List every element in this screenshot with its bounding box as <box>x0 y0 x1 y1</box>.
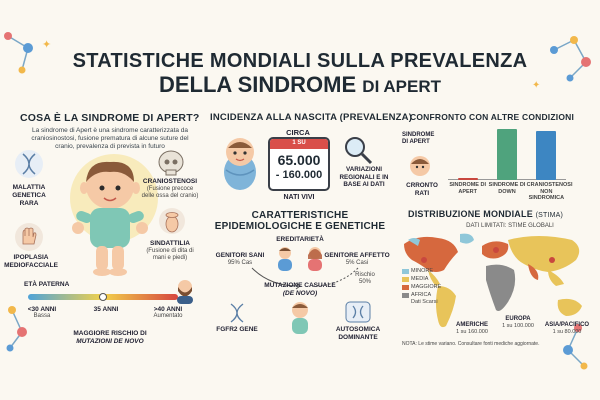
genitori-sani-label: GENITORI SANI <box>215 252 265 259</box>
fgfr2-label: FGFR2 GENE <box>216 326 258 333</box>
incidence-value-1: 65.000 <box>277 152 321 168</box>
section-title-what-is: COSA È LA SINDROME DI APERT? <box>20 112 200 124</box>
father-avatar-icon <box>174 278 196 304</box>
legend-swatch-media <box>402 277 409 282</box>
bar-label-3: CRANIOSTENOSI NON SINDROMICA <box>526 182 573 202</box>
epi-title-1: CARATTERISTICHE <box>251 210 349 221</box>
map-title-small: (STIMA) <box>535 212 564 219</box>
genitore-affetto-pct: 5% Casi <box>345 260 369 266</box>
svg-text:✦: ✦ <box>42 39 52 51</box>
paternal-age-title: ETÀ PATERNA <box>24 281 70 288</box>
bar-label-1: SINDROME DI APERT <box>449 182 486 195</box>
section-description: La sindrome di Apert è una sindrome caratterizzata da craniosinostosi, fusione prematura di alcune suture del cranio, prevalenza di prevista in futuro <box>31 127 189 151</box>
region-americhe: AMERICHE <box>455 322 488 328</box>
bar-3 <box>536 131 556 180</box>
label-malattia-genetica: MALATTIA GENETICA RARA <box>12 184 46 207</box>
map-title <box>408 209 563 219</box>
comparison-chart-labels <box>448 182 573 204</box>
age-tick-1-label: <30 ANNI <box>27 306 57 313</box>
region-asia-val: 1 su 80.000 <box>552 329 582 335</box>
age-tick-1-sub: Bassa <box>33 313 51 319</box>
gene-icon <box>226 302 248 324</box>
hand-icon <box>14 222 44 252</box>
dati-limitati: DATI LIMITATI: STIME GLOBALI <box>466 223 554 229</box>
legend-media: MEDIA <box>411 276 429 282</box>
dna-icon <box>14 148 44 180</box>
bar-2 <box>497 129 517 180</box>
bar-1 <box>458 178 478 180</box>
variazioni-label: VARIAZIONI REGIONALI E IN BASE AI DATI <box>339 166 389 189</box>
page-title-small: DI APERT <box>362 77 442 96</box>
calendar-tab-text: 1 SU <box>292 140 306 146</box>
label-sindattilia-desc: (Fusione di dita di mani e piedi) <box>146 248 194 262</box>
legend-swatch-minore <box>402 269 409 274</box>
region-europa: EUROPA <box>505 316 531 322</box>
paternal-age-footer-2: MUTAZIONI DE NOVO <box>76 338 144 345</box>
chart-axis-label: CRRONTO RATI <box>406 182 438 197</box>
region-americhe-val: 1 su 160.000 <box>456 329 488 335</box>
child-small-icon <box>286 300 314 336</box>
map-legend <box>402 268 446 318</box>
age-tick-3-label: >40 ANNI <box>153 306 183 313</box>
label-craniostenosi: CRANIOSTENOSI <box>142 178 198 185</box>
child-illustration <box>58 150 168 285</box>
baby-icon <box>218 134 262 192</box>
bar-label-2: SINDROME DI DOWN <box>488 182 526 195</box>
region-asia: ASIA/PACIFICO <box>544 322 590 328</box>
incidence-circa: CIRCA <box>286 128 310 137</box>
page-title-line2 <box>0 72 600 98</box>
label-craniostenosi-desc: (Fusione precoce delle ossa del cranio) <box>141 186 199 200</box>
de-novo-label: (DE NOVO) <box>282 290 318 297</box>
page-title-main: DELLA SINDROME <box>158 72 357 97</box>
magnifier-icon <box>342 134 374 166</box>
age-tick-3-sub: Aumentato <box>153 313 183 319</box>
page-title-line1: STATISTICHE MONDIALI SULLA PREVALENZA <box>72 50 528 72</box>
chart-side-label: SINDROME DI APERT <box>402 132 435 146</box>
ereditarieta-label: EREDITARIETÀ <box>276 236 324 243</box>
comparison-chart <box>448 124 566 180</box>
age-tick-2-label: 35 ANNI <box>93 306 119 313</box>
mutazione-label: MUTAZIONE CASUALE <box>264 282 336 289</box>
map-note: NOTA: Le stime variano. Consultare fonti mediche aggiornate. <box>402 341 540 347</box>
autosomal-icon <box>344 300 372 324</box>
genitore-affetto-label: GENITORE AFFETTO <box>324 252 390 259</box>
incidence-nati-vivi: NATI VIVI <box>283 194 315 201</box>
label-sindattilia: SINDATTILIA <box>150 240 190 247</box>
skull-icon <box>156 148 186 178</box>
genitori-sani-pct: 95% Cas <box>227 260 253 266</box>
epi-title-2: EPIDEMIOLOGICHE E GENETICHE <box>214 221 386 232</box>
legend-minore: MINORE <box>411 268 433 274</box>
incidence-value-2: - 160.000 <box>275 169 323 181</box>
legend-dati-scarsi: Dati Scarsi <box>411 299 438 305</box>
section-title-incidenza: INCIDENZA ALLA NASCITA (PREVALENZA) <box>210 112 413 123</box>
label-ipoplasia: IPOPLASIA MEDIOFACCIALE <box>4 254 58 269</box>
legend-swatch-maggiore <box>402 285 409 290</box>
foot-icon <box>158 206 186 236</box>
legend-maggiore: MAGGIORE <box>411 284 442 290</box>
legend-swatch-africa <box>402 293 409 298</box>
autosomica-label: AUTOSOMICA DOMINANTE <box>335 326 381 341</box>
map-title-main: DISTRIBUZIONE MONDIALE <box>408 209 533 219</box>
paternal-age-footer-1: MAGGIORE RISCHIO DI <box>73 330 147 337</box>
paternal-age-gradient-bar <box>28 290 188 304</box>
baby-chart-icon <box>408 154 432 178</box>
region-europa-val: 1 su 100.000 <box>502 323 534 329</box>
legend-africa: AFRICA <box>411 292 432 298</box>
svg-text:✦: ✦ <box>532 80 541 91</box>
rischio-label: Rischio 50% <box>355 272 375 286</box>
confronto-title: CONFRONTO CON ALTRE CONDIZIONI <box>410 112 575 122</box>
